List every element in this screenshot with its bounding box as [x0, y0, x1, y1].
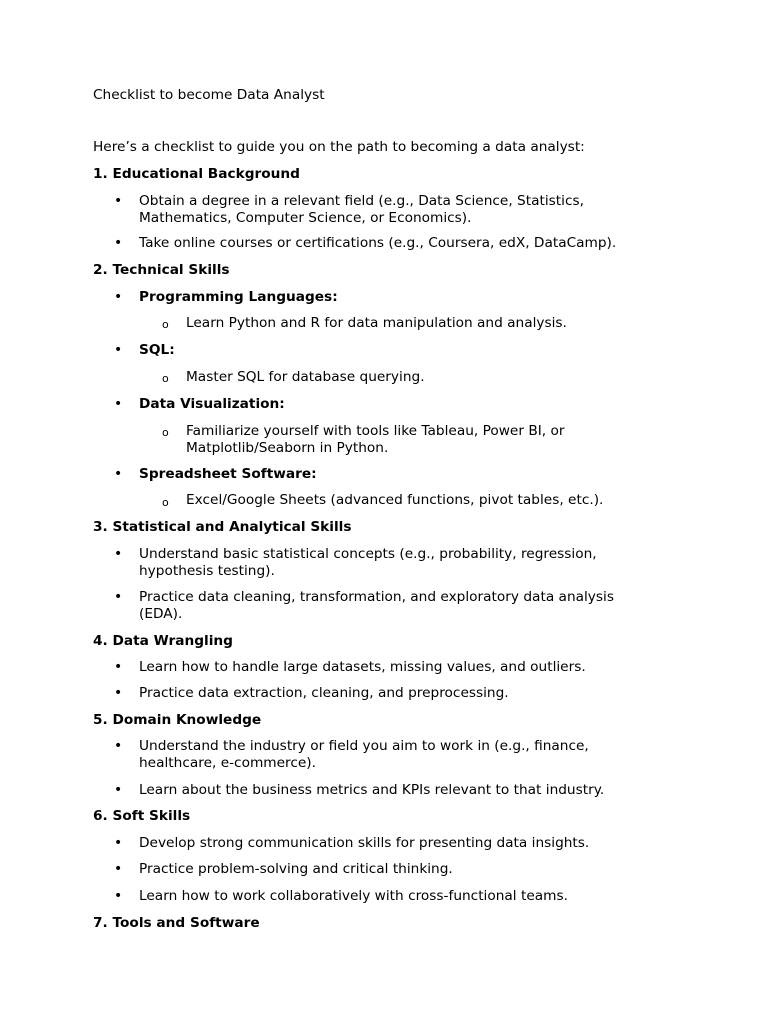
bullet-icon: •: [114, 466, 123, 482]
list-item-label: Spreadsheet Software:: [139, 466, 317, 482]
sub-list-item: Learn Python and R for data manipulation and analysis.: [186, 315, 567, 331]
bullet-icon: •: [114, 589, 123, 605]
list-item: Learn about the business metrics and KPIs relevant to that industry.: [139, 782, 605, 798]
list-item: Practice data cleaning, transformation, and exploratory data analysis (EDA).: [139, 589, 614, 622]
list-item: Understand the industry or field you aim to work in (e.g., finance, healthcare, e-commerce).: [139, 738, 589, 771]
bullet-icon: •: [114, 193, 123, 209]
sub-bullet-icon: o: [162, 372, 169, 385]
section-heading: 7. Tools and Software: [93, 915, 260, 931]
sub-bullet-icon: o: [162, 318, 169, 331]
section-heading: 3. Statistical and Analytical Skills: [93, 519, 352, 535]
sub-list-item: Excel/Google Sheets (advanced functions, pivot tables, etc.).: [186, 492, 604, 508]
section-heading: 4. Data Wrangling: [93, 633, 233, 649]
bullet-icon: •: [114, 861, 123, 877]
list-item: Practice data extraction, cleaning, and preprocessing.: [139, 685, 509, 701]
sub-bullet-icon: o: [162, 426, 169, 439]
document-title: Checklist to become Data Analyst: [93, 87, 325, 103]
list-item-label: SQL:: [139, 342, 175, 358]
bullet-icon: •: [114, 342, 123, 358]
list-item: Learn how to work collaboratively with cross-functional teams.: [139, 888, 568, 904]
bullet-icon: •: [114, 782, 123, 798]
bullet-icon: •: [114, 546, 123, 562]
list-item-label: Programming Languages:: [139, 289, 338, 305]
bullet-icon: •: [114, 396, 123, 412]
bullet-icon: •: [114, 738, 123, 754]
list-item-label: Data Visualization:: [139, 396, 285, 412]
bullet-icon: •: [114, 289, 123, 305]
intro-paragraph: Here’s a checklist to guide you on the path to becoming a data analyst:: [93, 139, 585, 155]
list-item: Develop strong communication skills for presenting data insights.: [139, 835, 590, 851]
sub-list-item: Master SQL for database querying.: [186, 369, 425, 385]
bullet-icon: •: [114, 235, 123, 251]
section-heading: 5. Domain Knowledge: [93, 712, 262, 728]
section-heading: 1. Educational Background: [93, 166, 300, 182]
list-item: Practice problem-solving and critical thinking.: [139, 861, 453, 877]
bullet-icon: •: [114, 888, 123, 904]
bullet-icon: •: [114, 835, 123, 851]
section-heading: 6. Soft Skills: [93, 808, 191, 824]
list-item: Obtain a degree in a relevant field (e.g., Data Science, Statistics, Mathematics, Computer Science, or Economics).: [139, 193, 584, 226]
bullet-icon: •: [114, 685, 123, 701]
sub-bullet-icon: o: [162, 496, 169, 509]
sub-list-item: Familiarize yourself with tools like Tableau, Power BI, or Matplotlib/Seaborn in Python.: [186, 423, 565, 456]
list-item: Understand basic statistical concepts (e.g., probability, regression, hypothesis testing).: [139, 546, 597, 579]
list-item: Take online courses or certifications (e.g., Coursera, edX, DataCamp).: [139, 235, 617, 251]
bullet-icon: •: [114, 659, 123, 675]
section-heading: 2. Technical Skills: [93, 262, 230, 278]
list-item: Learn how to handle large datasets, missing values, and outliers.: [139, 659, 586, 675]
